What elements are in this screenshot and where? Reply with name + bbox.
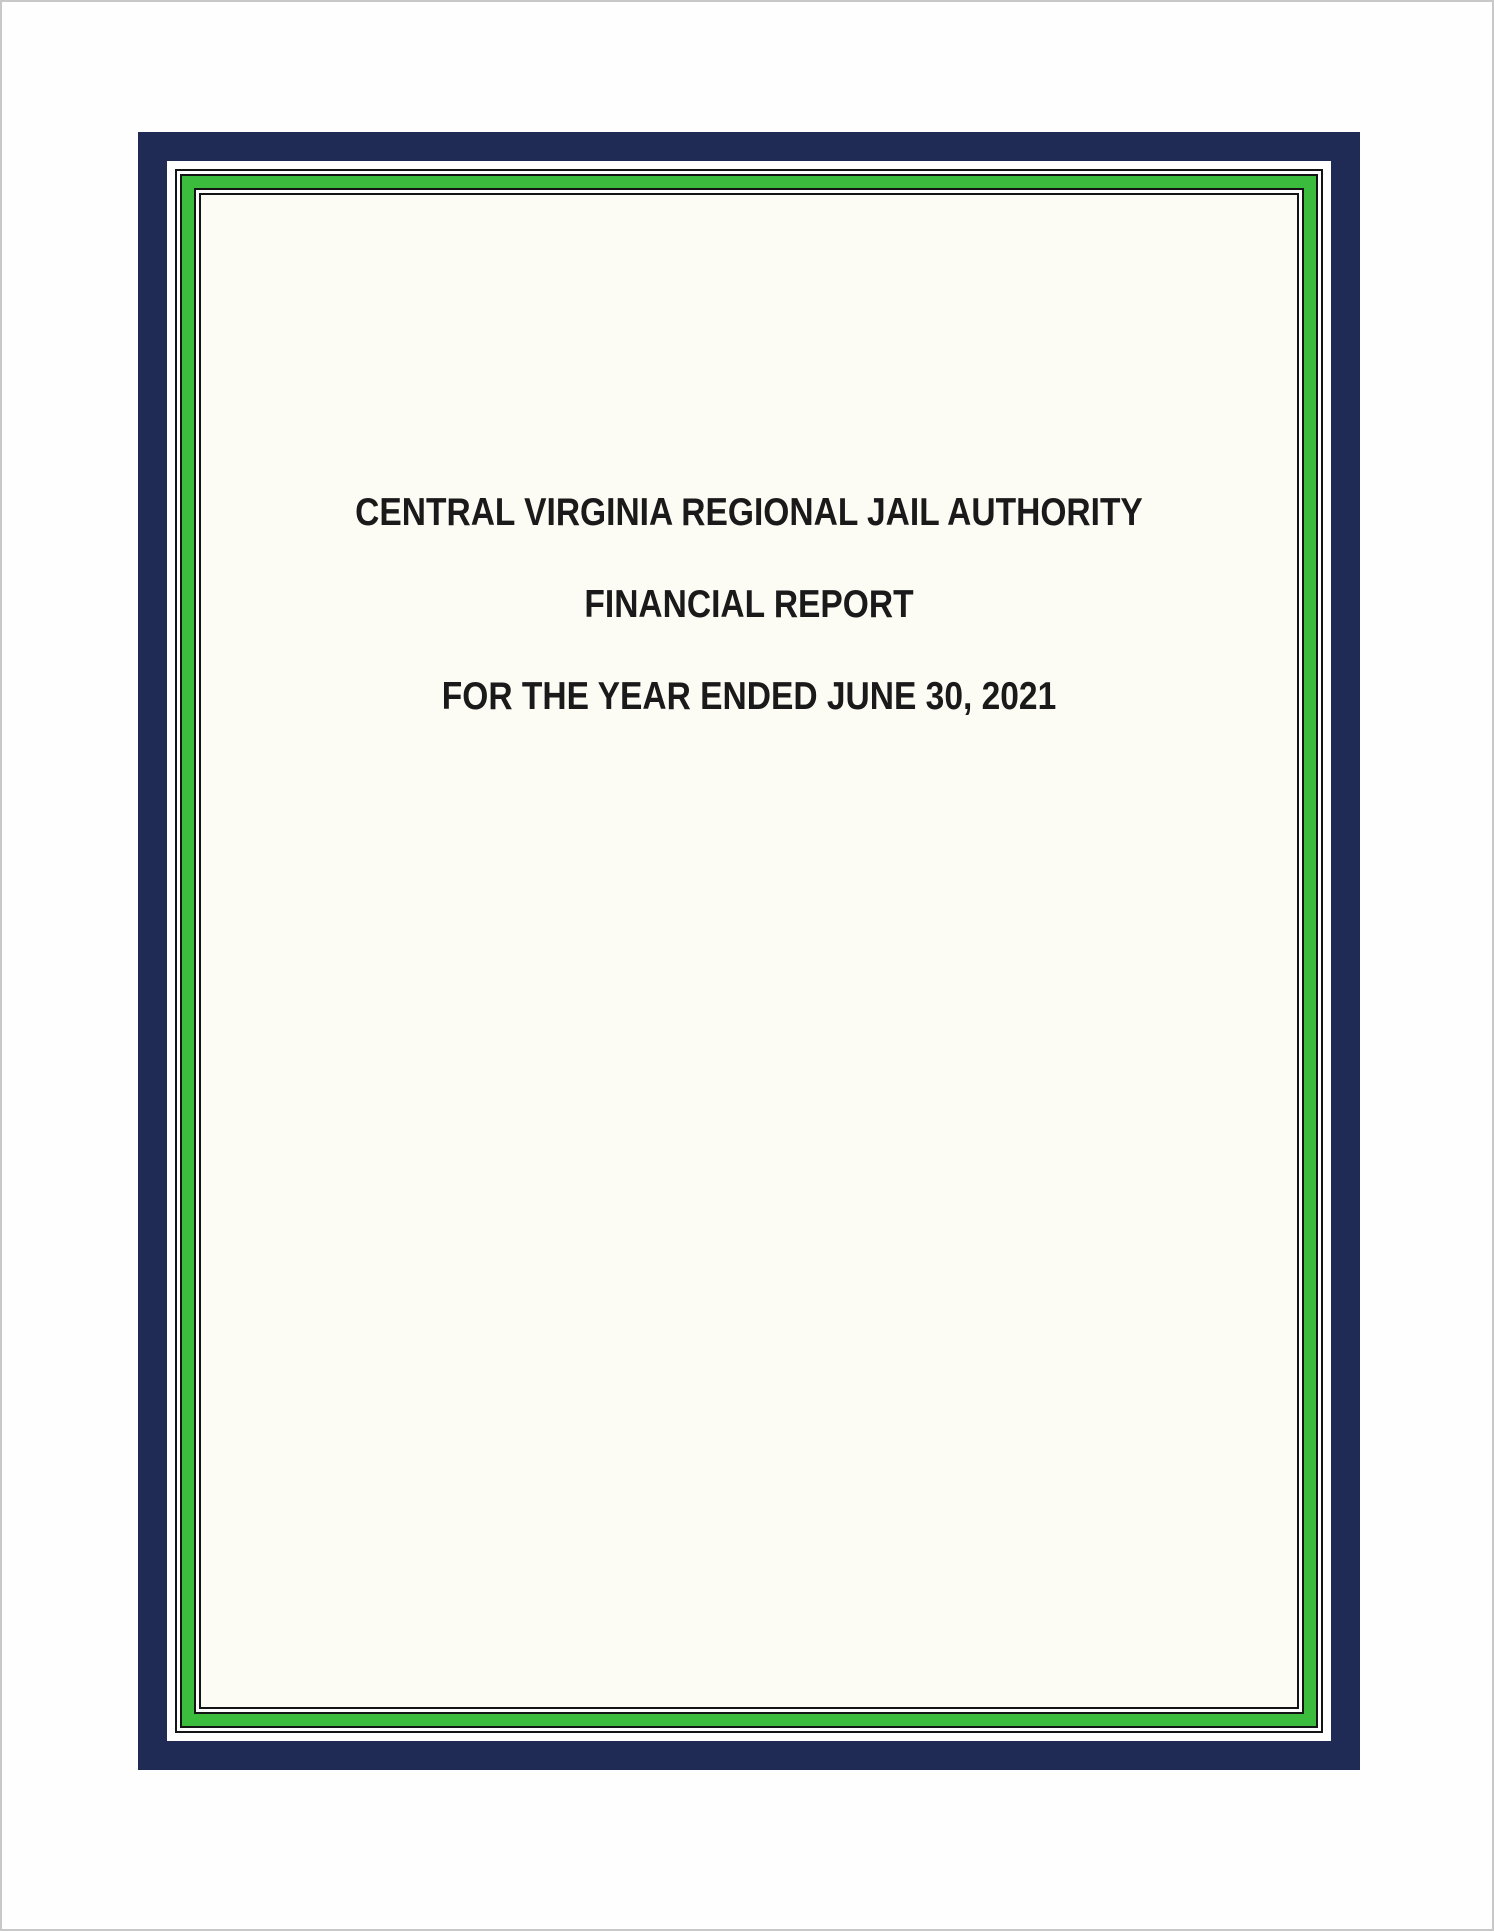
cover-border-green-band	[182, 176, 1316, 1726]
cover-border-outer-rule	[175, 169, 1323, 1733]
report-title: CENTRAL VIRGINIA REGIONAL JAIL AUTHORITY	[355, 491, 1143, 534]
cover-border-navy	[138, 132, 1360, 1770]
cover-border-outer-rule-2	[180, 174, 1318, 1728]
report-subtitle: FINANCIAL REPORT	[584, 583, 914, 626]
report-period: FOR THE YEAR ENDED JUNE 30, 2021	[441, 675, 1057, 718]
title-block	[201, 195, 1297, 743]
cover-interior	[201, 195, 1297, 1707]
cover-border-inner-rule-2	[199, 193, 1299, 1709]
cover-border-inner-rule	[194, 188, 1304, 1714]
cover-border-white-gap	[167, 161, 1331, 1741]
